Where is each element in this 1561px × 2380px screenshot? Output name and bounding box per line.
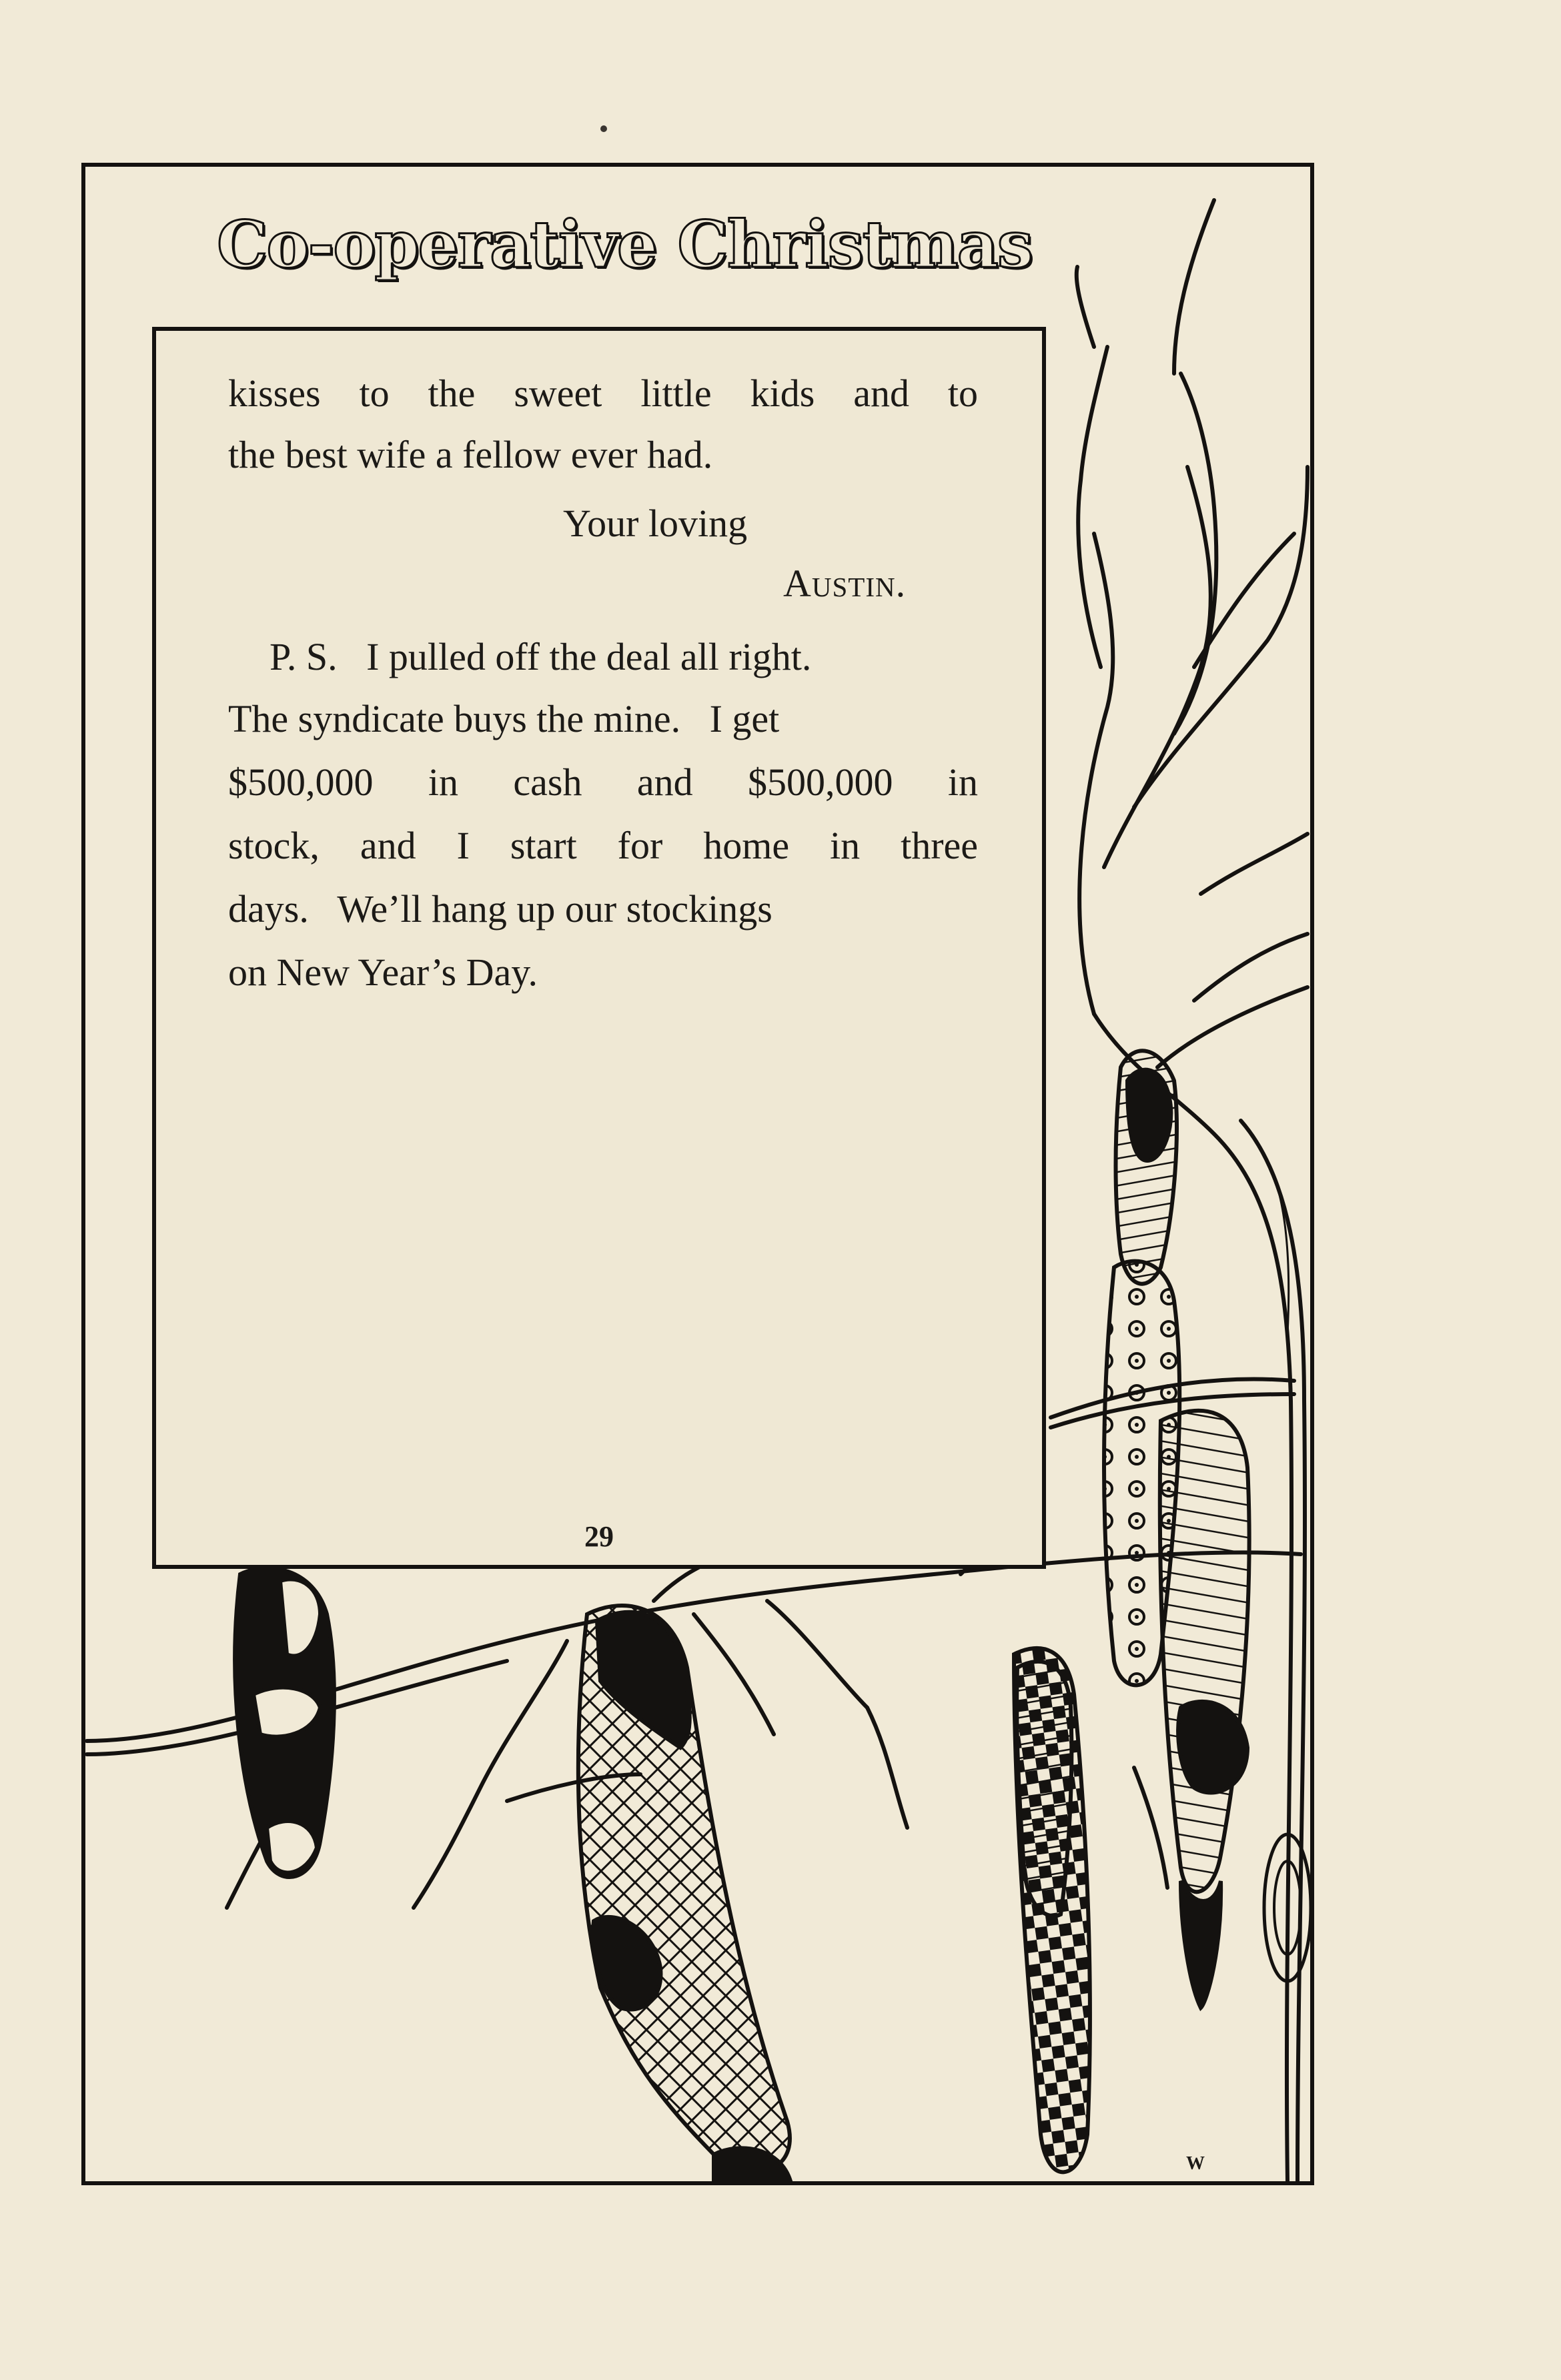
letter-line-1: kisses to the sweet little kids and to <box>228 372 978 415</box>
letter-signature: Austin. <box>783 562 907 605</box>
postscript-line-6: on New Year’s Day. <box>228 951 538 994</box>
postscript-line-4: stock, and I start for home in three <box>228 824 978 867</box>
running-title: Co-operative Christmas <box>217 207 1032 282</box>
postscript-line-1: P. S. I pulled off the deal all right. <box>270 635 812 678</box>
postscript-line-5: days. We’ll hang up our stockings <box>228 887 772 931</box>
postscript-line-2: The syndicate buys the mine. I get <box>228 697 780 740</box>
page-number: 29 <box>584 1520 614 1553</box>
artist-monogram: W <box>1186 2153 1205 2174</box>
text-panel <box>152 327 1046 1569</box>
letter-closing: Your loving <box>563 502 748 545</box>
letter-line-2: the best wife a fellow ever had. <box>228 433 713 476</box>
postscript-line-3: $500,000 in cash and $500,000 in <box>228 760 978 804</box>
